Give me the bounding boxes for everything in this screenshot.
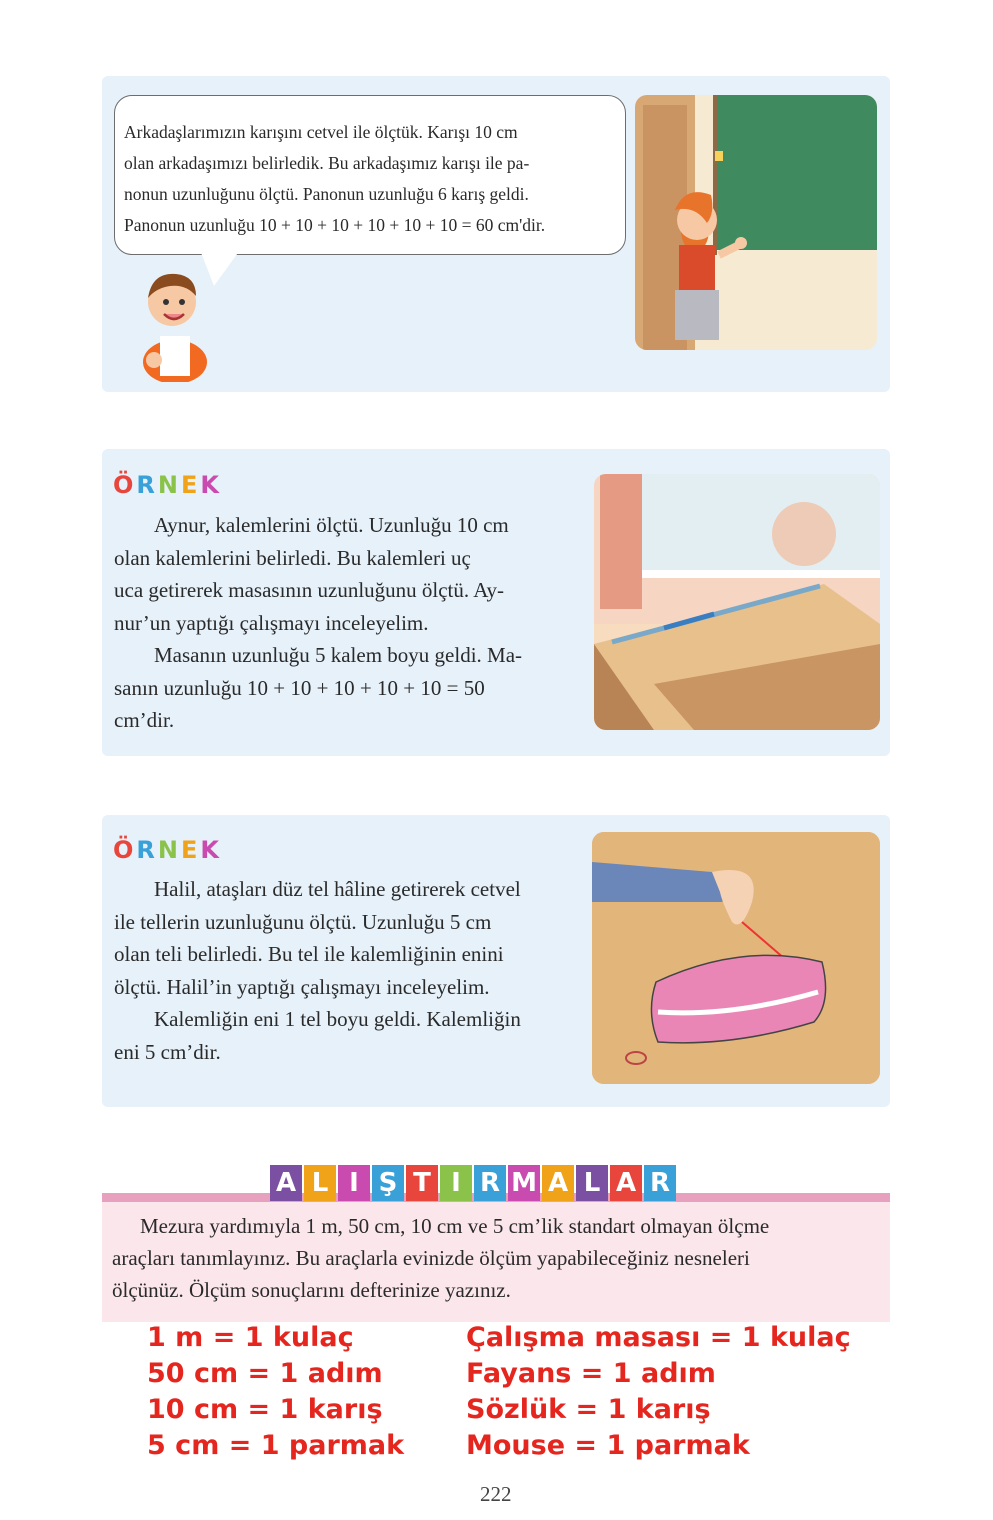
example2-heading: ÖRNEK	[113, 836, 222, 864]
example1-text	[114, 509, 578, 737]
exercise-title	[270, 1165, 676, 1201]
exercise-title-letter: R	[644, 1165, 676, 1201]
text-line: araçları tanımlayınız. Bu araçlarla evinizde ölçüm yapabileceğiniz nesneleri	[112, 1246, 750, 1270]
answer-line: Fayans = 1 adım	[466, 1358, 716, 1389]
bubble-line: Arkadaşlarımızın karışını cetvel ile ölçtük. Karışı 10 cm	[124, 122, 518, 142]
text-line: ölçünüz. Ölçüm sonuçlarını defterinize yazınız.	[112, 1278, 511, 1302]
exercise-title-letter: M	[508, 1165, 540, 1201]
girl-chalkboard-illustration	[635, 95, 877, 350]
answer-line: 10 cm = 1 karış	[147, 1394, 383, 1425]
exercise-title-letter: I	[338, 1165, 370, 1201]
answers-right	[466, 1320, 851, 1464]
exercise-title-letter: A	[542, 1165, 574, 1201]
bubble-line: nonun uzunluğunu ölçtü. Panonun uzunluğu 6 karış geldi.	[124, 184, 529, 204]
text-line: nur’un yaptığı çalışmayı inceleyelim.	[114, 610, 429, 635]
answer-line: 5 cm = 1 parmak	[147, 1430, 405, 1461]
text-line: ile tellerin uzunluğunu ölçtü. Uzunluğu 5 cm	[114, 909, 492, 934]
bubble-line: Panonun uzunluğu 10 + 10 + 10 + 10 + 10 + 10 = 60 cm'dir.	[124, 215, 546, 235]
example2-text	[114, 873, 578, 1068]
text-line: cm’dir.	[114, 708, 175, 732]
text-line: sanın uzunluğu 10 + 10 + 10 + 10 + 10 = 50	[114, 675, 485, 700]
answers-left	[147, 1320, 404, 1464]
speech-bubble-text	[124, 117, 618, 241]
text-line: ölçtü. Halil’in yaptığı çalışmayı inceleyelim.	[114, 974, 490, 999]
desk-pencils-illustration	[594, 474, 880, 730]
answer-line: 50 cm = 1 adım	[147, 1358, 383, 1389]
text-line: Aynur, kalemlerini ölçtü. Uzunluğu 10 cm	[154, 513, 509, 537]
exercise-title-letter: L	[304, 1165, 336, 1201]
text-line: eni 5 cm’dir.	[114, 1039, 221, 1064]
text-line: Halil, ataşları düz tel hâline getirerek cetvel	[154, 877, 521, 901]
text-line: Kalemliğin eni 1 tel boyu geldi. Kalemliğin	[154, 1007, 521, 1031]
bubble-line: olan arkadaşımızı belirledik. Bu arkadaşımız karışı ile pa-	[124, 153, 530, 173]
text-line: Masanın uzunluğu 5 kalem boyu geldi. Ma-	[154, 643, 523, 667]
page-number: 222	[480, 1482, 512, 1506]
exercise-title-letter: R	[474, 1165, 506, 1201]
exercise-title-letter: L	[576, 1165, 608, 1201]
answer-line: Çalışma masası = 1 kulaç	[466, 1322, 851, 1353]
text-line: olan teli belirledi. Bu tel ile kalemliğinin enini	[114, 942, 504, 966]
exercise-title-letter: A	[610, 1165, 642, 1201]
answer-line: Mouse = 1 parmak	[466, 1430, 750, 1461]
example1-heading: ÖRNEK	[113, 471, 222, 499]
text-line: olan kalemlerini belirledi. Bu kalemleri uç	[114, 545, 471, 570]
exercise-title-letter: I	[440, 1165, 472, 1201]
exercise-title-letter: A	[270, 1165, 302, 1201]
exercise-title-letter: T	[406, 1165, 438, 1201]
text-line: uca getirerek masasının uzunluğunu ölçtü. Ay-	[114, 578, 504, 602]
exercise-title-letter: Ş	[372, 1165, 404, 1201]
answer-line: Sözlük = 1 karış	[466, 1394, 711, 1425]
boy-illustration	[130, 262, 220, 382]
text-line: Mezura yardımıyla 1 m, 50 cm, 10 cm ve 5 cm’lik standart olmayan ölçme	[140, 1214, 770, 1238]
pencil-case-wire-illustration	[592, 832, 880, 1084]
answer-line: 1 m = 1 kulaç	[147, 1322, 354, 1353]
exercise-text	[112, 1210, 882, 1306]
